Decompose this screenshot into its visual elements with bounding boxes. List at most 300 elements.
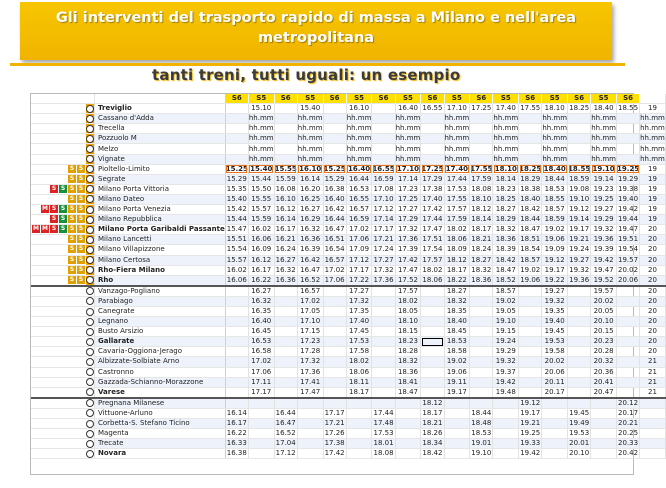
line-badge-icon: S: [69, 194, 75, 202]
departure-time: [493, 429, 519, 439]
departure-time: 18.45: [444, 327, 470, 337]
departure-time: 18.21: [471, 235, 492, 244]
departure-time: 19.42: [618, 205, 639, 214]
line-badge-icon: S: [60, 205, 66, 213]
departure-time: [616, 114, 639, 124]
interchange-icons: [31, 184, 86, 194]
departure-time: 19.25: [591, 194, 617, 204]
station-marker-icon: [86, 409, 94, 417]
departure-time: hh.mm: [346, 144, 372, 153]
departure-time: 19.21: [520, 419, 541, 428]
departure-time: hh.mm: [493, 124, 519, 133]
departure-time: 17.44: [444, 174, 470, 184]
line-badge-icon: S: [78, 245, 84, 253]
line-group-icon: [86, 184, 95, 194]
line-badge-icon: S: [78, 194, 84, 202]
interchange-icons: [31, 337, 86, 347]
departure-time: 15.54: [226, 245, 247, 254]
timetable-row: [31, 367, 665, 377]
departure-time: [568, 387, 591, 398]
departure-time: 16.35: [248, 306, 274, 316]
line-badge-icon: S: [69, 184, 75, 192]
interchange-icons: [31, 134, 86, 144]
departure-time: hh.mm: [346, 114, 372, 123]
departure-time: [225, 144, 248, 154]
timetable-row: [31, 144, 665, 154]
line-group-icon: [86, 255, 95, 265]
departure-time: [274, 347, 297, 357]
departure-time: 18.27: [471, 255, 492, 264]
departure-time: 17.29: [422, 174, 443, 183]
departure-time: 20.11: [542, 377, 568, 387]
departure-time: 17.59: [471, 174, 492, 183]
departure-time: 20.06: [542, 367, 568, 377]
station-name: Trecella: [95, 124, 226, 134]
interchange-icons: [31, 398, 86, 409]
departure-time: [542, 398, 568, 409]
departure-time: [421, 144, 444, 154]
departure-time: 21: [640, 367, 666, 377]
departure-time: [444, 419, 470, 429]
departure-time: [493, 419, 519, 429]
departure-time: [470, 144, 493, 154]
departure-time: [421, 306, 444, 316]
departure-time: [519, 134, 542, 144]
line-group-icon: [86, 327, 95, 337]
station-marker-icon: [86, 399, 94, 407]
departure-time: [297, 419, 323, 429]
departure-time: 19.57: [618, 255, 639, 264]
line-header: S5: [591, 94, 617, 104]
departure-time: 16.53: [248, 337, 274, 347]
departure-time: 17.57: [422, 255, 443, 264]
timetable-row: [31, 104, 665, 114]
departure-time: 19: [640, 215, 666, 225]
departure-time: [542, 439, 568, 449]
interchange-icons: [31, 377, 86, 387]
station-name: Segrate: [95, 174, 226, 184]
departure-time: [519, 377, 542, 387]
timetable-row: [31, 154, 665, 164]
departure-time: 18.10: [395, 317, 421, 327]
departure-time: 16.57: [297, 286, 323, 297]
departure-time: [225, 398, 248, 409]
line-header: S6: [421, 94, 444, 104]
station-marker-icon: [86, 308, 94, 316]
departure-time: 19.14: [569, 215, 590, 224]
departure-time: 16.33: [226, 439, 247, 448]
departure-time: 18.41: [395, 377, 421, 387]
interchange-icons: [31, 265, 86, 275]
line-header: S5: [493, 94, 519, 104]
departure-time: [493, 408, 519, 418]
departure-time: [372, 104, 395, 114]
departure-time: [248, 419, 274, 429]
departure-time: [421, 377, 444, 387]
station-marker-icon: [86, 246, 94, 254]
timetable-row: [31, 357, 665, 367]
departure-time: [519, 327, 542, 337]
line-badge-icon: S: [60, 184, 66, 192]
departure-time: hh.mm: [297, 154, 323, 163]
departure-time: 18.23: [493, 184, 519, 194]
departure-time: 17.14: [373, 215, 394, 224]
departure-time: [470, 367, 493, 377]
departure-time: 16.12: [275, 205, 296, 214]
departure-time: hh.mm: [248, 154, 274, 163]
departure-time: [323, 317, 346, 327]
departure-time: 17.40: [493, 104, 519, 114]
departure-time: [616, 286, 639, 297]
departure-time: [323, 377, 346, 387]
departure-time: hh.mm: [297, 134, 323, 143]
departure-time: [225, 327, 248, 337]
line-header: S5: [346, 94, 372, 104]
departure-time: [519, 144, 542, 154]
departure-time: 17.32: [297, 357, 323, 367]
departure-time: 15.25: [323, 164, 346, 173]
departure-time: 20.10: [569, 449, 590, 458]
departure-time: 18.27: [493, 205, 519, 215]
departure-time: [225, 286, 248, 297]
departure-time: 18.17: [346, 387, 372, 398]
departure-time: 15.55: [248, 194, 274, 204]
departure-time: [372, 377, 395, 387]
line-group-icon: [86, 337, 95, 347]
departure-time: hh.mm: [640, 144, 665, 153]
departure-time: [542, 419, 568, 429]
departure-time: [616, 357, 639, 367]
departure-time: [323, 114, 346, 124]
station-marker-icon: [86, 206, 94, 214]
departure-time: 15.59: [275, 174, 296, 183]
timetable-row: [31, 408, 665, 418]
departure-time: 19.25: [520, 429, 541, 438]
departure-time: [421, 387, 444, 398]
departure-time: 17.02: [324, 265, 345, 274]
departure-time: 16.06: [248, 235, 274, 245]
departure-time: 19.24: [493, 337, 519, 347]
departure-time: [274, 296, 297, 306]
departure-time: 17.12: [373, 205, 394, 214]
departure-time: 17.42: [324, 449, 345, 458]
departure-time: 20: [640, 255, 666, 265]
station-marker-icon: [86, 297, 94, 305]
line-group-icon: [86, 387, 95, 398]
departure-time: 17.35: [346, 306, 372, 316]
departure-time: 18.12: [422, 398, 443, 407]
departure-time: [568, 317, 591, 327]
departure-time: hh.mm: [395, 114, 421, 123]
departure-time: [444, 449, 470, 459]
line-badge-icon: S: [69, 205, 75, 213]
departure-time: 17.47: [297, 387, 323, 398]
departure-time: 19.27: [569, 255, 590, 264]
timetable-row: [31, 184, 665, 194]
departure-time: 17.44: [373, 408, 394, 417]
departure-time: [274, 286, 297, 297]
departure-time: 16.40: [324, 194, 345, 203]
departure-time: 16.38: [226, 449, 247, 458]
departure-time: 16.24: [275, 245, 296, 254]
departure-time: 20.23: [591, 337, 617, 347]
departure-time: [568, 347, 591, 357]
departure-time: 16.25: [297, 194, 323, 204]
timetable-row: [31, 205, 665, 215]
line-header: S6: [274, 94, 297, 104]
departure-time: 17.55: [470, 164, 493, 173]
departure-time: [568, 154, 591, 164]
departure-time: 16.22: [248, 275, 274, 286]
timetable-row: [31, 296, 665, 306]
station-name: Magenta: [95, 429, 226, 439]
departure-time: 16.02: [248, 225, 274, 235]
departure-time: 20.06: [616, 275, 639, 286]
interchange-icons: [31, 154, 86, 164]
departure-time: [248, 429, 274, 439]
departure-time: 18.25: [519, 164, 542, 173]
departure-time: 17.17: [324, 408, 345, 417]
station-marker-icon: [86, 125, 94, 133]
departure-time: 20.02: [591, 296, 617, 306]
departure-time: [568, 377, 591, 387]
departure-time: [421, 286, 444, 297]
station-name: Busto Arsizio: [95, 327, 226, 337]
departure-time: [616, 327, 639, 337]
timetable-row: [31, 286, 665, 297]
departure-time: 18.36: [493, 235, 519, 245]
departure-time: [421, 357, 444, 367]
departure-time: [421, 347, 444, 357]
departure-time: 17.21: [324, 419, 345, 428]
departure-time: [470, 398, 493, 409]
station-marker-icon: [86, 266, 94, 274]
timetable-row: [31, 429, 665, 439]
departure-time: 20: [640, 337, 666, 347]
departure-time: [493, 449, 519, 459]
departure-time: 19.25: [616, 164, 640, 173]
departure-time: [372, 357, 395, 367]
station-marker-icon: [86, 105, 94, 113]
departure-time: 17.36: [395, 235, 421, 245]
departure-time: 17.38: [324, 439, 345, 448]
departure-time: 16.27: [297, 205, 323, 215]
line-group-icon: [86, 357, 95, 367]
line-group-icon: [86, 134, 95, 144]
departure-time: [395, 419, 421, 429]
line-badge-icon: S: [60, 215, 66, 223]
departure-time: 18.02: [395, 296, 421, 306]
departure-time: 17.17: [346, 265, 372, 275]
departure-time: [568, 134, 591, 144]
station-name: Vittuone-Arluno: [95, 408, 226, 418]
line-badge-icon: M: [33, 225, 39, 233]
departure-time: [519, 387, 542, 398]
departure-time: [372, 387, 395, 398]
departure-time: 16.27: [275, 255, 296, 264]
departure-time: 17.53: [444, 184, 470, 194]
departure-time: 16.17: [275, 225, 296, 234]
departure-time: 19.01: [471, 439, 492, 448]
departure-time: 17.36: [372, 275, 395, 286]
departure-time: 17.23: [297, 337, 323, 347]
station-name: Milano Porta Venezia: [95, 205, 226, 215]
line-badge-icon: S: [78, 265, 84, 273]
departure-time: 19.10: [569, 194, 590, 203]
departure-time: [542, 408, 568, 418]
departure-time: [444, 429, 470, 439]
departure-time: 17.51: [422, 235, 443, 244]
departure-time: 17.44: [422, 215, 443, 224]
departure-time: [519, 347, 542, 357]
departure-time: 20.02: [542, 357, 568, 367]
departure-time: [568, 398, 591, 409]
departure-time: [372, 306, 395, 316]
departure-time: 17.47: [422, 225, 443, 234]
departure-time: 19.06: [444, 367, 470, 377]
departure-time: 19.54: [618, 245, 639, 254]
departure-time: 16.57: [346, 205, 372, 215]
departure-time: 16.12: [248, 255, 274, 265]
line-badge-icon: S: [78, 205, 84, 213]
departure-time: 15.44: [248, 174, 274, 184]
departure-time: hh.mm: [297, 124, 323, 133]
departure-time: 19.08: [569, 184, 590, 193]
departure-time: 19.24: [569, 245, 590, 254]
departure-time: [346, 419, 372, 429]
departure-time: [274, 134, 297, 144]
interchange-icons: [31, 275, 86, 286]
departure-time: 15.25: [225, 164, 248, 173]
station-name: Parabiago: [95, 296, 226, 306]
departure-time: [519, 124, 542, 134]
departure-time: 17.17: [248, 387, 274, 398]
departure-time: 17.10: [297, 317, 323, 327]
departure-time: 17.38: [422, 184, 443, 193]
departure-time: 18.12: [471, 205, 492, 214]
departure-time: [470, 154, 493, 164]
departure-time: [323, 286, 346, 297]
departure-time: 19.49: [569, 419, 590, 428]
timetable-row: [31, 174, 665, 184]
departure-time: 15.57: [248, 205, 274, 215]
departure-time: 17.53: [346, 337, 372, 347]
departure-time: [421, 296, 444, 306]
line-group-icon: [86, 144, 95, 154]
departure-time: [568, 337, 591, 347]
departure-time: [372, 337, 395, 347]
line-badge-icon: S: [51, 215, 57, 223]
line-badge-icon: S: [69, 275, 75, 283]
departure-time: hh.mm: [346, 154, 372, 163]
departure-time: [470, 337, 493, 347]
departure-time: hh.mm: [640, 154, 665, 163]
departure-time: [323, 387, 346, 398]
departure-time: 19: [640, 194, 666, 204]
line-badge-icon: M: [42, 205, 48, 213]
departure-time: [346, 429, 372, 439]
departure-time: hh.mm: [346, 124, 372, 133]
departure-time: 15.40: [226, 194, 247, 203]
departure-time: 16.38: [324, 184, 345, 193]
departure-time: 19.22: [542, 275, 568, 286]
departure-time: [274, 104, 297, 114]
departure-time: [421, 327, 444, 337]
departure-time: [616, 306, 639, 316]
timetable: [31, 94, 666, 459]
departure-time: 19.47: [591, 265, 617, 275]
departure-time: 18.14: [493, 174, 519, 184]
departure-time: 20: [640, 327, 666, 337]
departure-time: [346, 398, 372, 409]
line-header-row: [31, 94, 665, 104]
departure-time: [274, 387, 297, 398]
departure-time: 16.47: [324, 225, 345, 234]
departure-time: 19: [640, 164, 666, 174]
departure-time: [591, 398, 617, 409]
timetable-row: [31, 194, 665, 204]
departure-time: 16.02: [226, 265, 247, 274]
timetable-row: [31, 164, 665, 174]
departure-time: 19: [640, 104, 666, 114]
departure-time: 17.09: [346, 245, 372, 255]
page-subtitle: tanti treni, tutti uguali: un esempio: [152, 66, 461, 84]
station-marker-icon: [86, 348, 94, 356]
timetable-row: [31, 215, 665, 225]
departure-time: 18.17: [422, 408, 443, 417]
departure-time: 16.39: [297, 245, 323, 255]
departure-time: 17.02: [248, 357, 274, 367]
departure-time: 18.53: [542, 184, 568, 194]
line-header: S5: [248, 94, 274, 104]
departure-time: 16.44: [324, 215, 345, 224]
departure-time: 18.53: [444, 337, 470, 347]
departure-time: [274, 306, 297, 316]
departure-time: 17.02: [346, 225, 372, 235]
departure-time: 18.17: [444, 265, 470, 275]
station-name: Milano Certosa: [95, 255, 226, 265]
line-badge-icon: S: [51, 205, 57, 213]
departure-time: 19.39: [591, 245, 617, 255]
timetable-row: [31, 449, 665, 459]
departure-time: 19.06: [519, 275, 542, 286]
line-badge-icon: S: [69, 235, 75, 243]
timetable-row: [31, 347, 665, 357]
departure-time: 19.32: [591, 225, 617, 235]
departure-time: hh.mm: [248, 124, 274, 133]
departure-time: 15.59: [248, 215, 274, 225]
departure-time: hh.mm: [248, 144, 274, 153]
departure-time: [444, 439, 470, 449]
departure-time: [519, 286, 542, 297]
station-name: Vanzago-Pogliano: [95, 286, 226, 297]
departure-time: 20.33: [618, 439, 639, 448]
line-badge-icon: S: [78, 164, 84, 172]
line-badge-icon: S: [69, 245, 75, 253]
departure-time: 17.40: [445, 164, 468, 173]
station-name: Gazzada-Schianno-Morazzone: [95, 377, 226, 387]
departure-time: hh.mm: [542, 154, 568, 163]
departure-time: 18.40: [520, 194, 541, 203]
departure-time: hh.mm: [444, 154, 470, 163]
departure-time: hh.mm: [640, 114, 665, 123]
departure-time: 16.55: [346, 194, 372, 204]
departure-time: 16.42: [297, 255, 323, 265]
departure-time: 15.40: [250, 164, 273, 173]
departure-time: 17.55: [520, 104, 541, 113]
departure-time: [616, 337, 639, 347]
departure-time: 16.59: [373, 174, 394, 183]
